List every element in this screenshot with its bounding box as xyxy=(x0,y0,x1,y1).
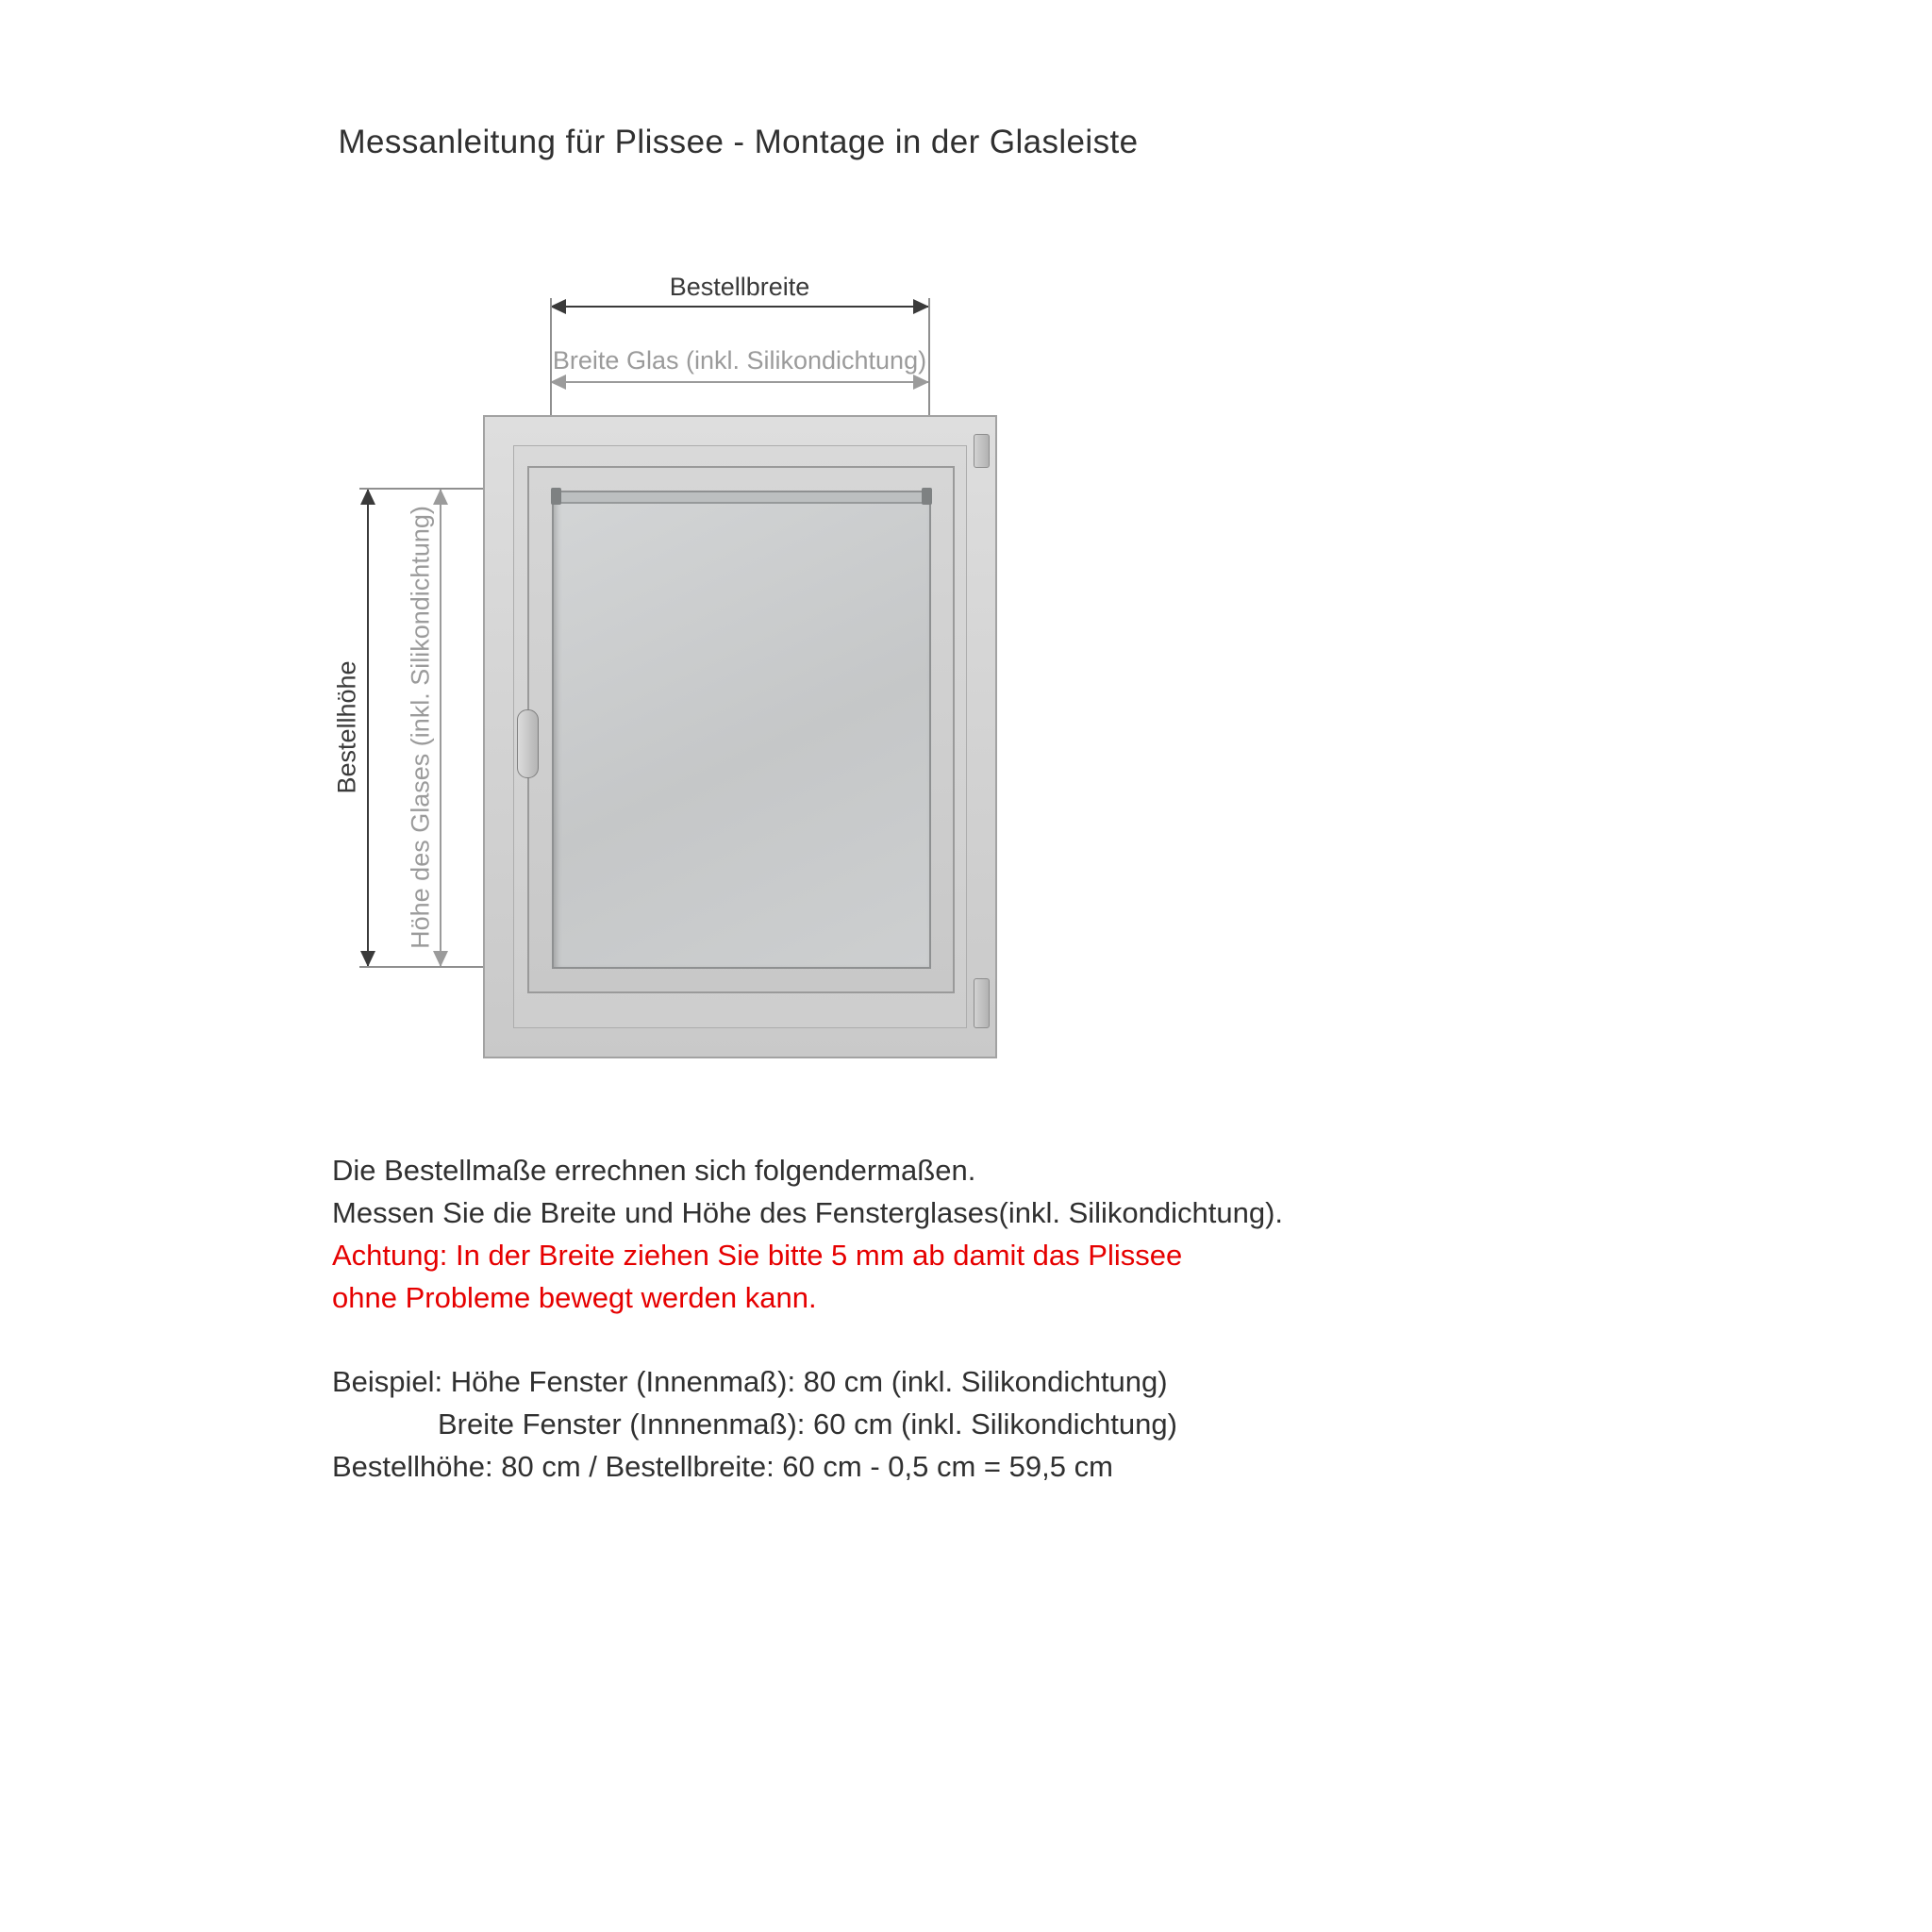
warning-line: ohne Probleme bewegt werden kann. xyxy=(332,1281,817,1314)
rail-end-cap-right xyxy=(922,488,932,505)
example-block xyxy=(332,1360,1177,1488)
window-glass xyxy=(552,491,931,969)
glass-height-label: Höhe des Glases (inkl. Silikondichtung) xyxy=(406,506,435,949)
glass-width-arrow xyxy=(550,381,929,383)
example-line: Beispiel: Höhe Fenster (Innenmaß): 80 cm (inkl. Silikondichtung) xyxy=(332,1365,1168,1398)
instructions-block xyxy=(332,1149,1283,1319)
order-height-arrow xyxy=(367,489,369,967)
plissee-top-rail xyxy=(554,492,929,504)
hinge-top-icon xyxy=(974,434,990,468)
order-width-arrow xyxy=(550,306,929,308)
order-height-label: Bestellhöhe xyxy=(332,660,361,794)
order-width-label: Bestellbreite xyxy=(669,273,810,301)
warning-line: Achtung: In der Breite ziehen Sie bitte 5 mm ab damit das Plissee xyxy=(332,1239,1183,1272)
instruction-line: Messen Sie die Breite und Höhe des Fensterglases(inkl. Silikondichtung). xyxy=(332,1196,1284,1229)
glass-width-label: Breite Glas (inkl. Silikondichtung) xyxy=(552,346,927,375)
example-line: Bestellhöhe: 80 cm / Bestellbreite: 60 cm - 0,5 cm = 59,5 cm xyxy=(332,1450,1113,1483)
hinge-bottom-icon xyxy=(974,978,990,1028)
glass-height-arrow xyxy=(440,489,441,967)
example-line: Breite Fenster (Innnenmaß): 60 cm (inkl. Silikondichtung) xyxy=(438,1407,1177,1441)
rail-end-cap-left xyxy=(551,488,561,505)
instruction-line: Die Bestellmaße errechnen sich folgendermaßen. xyxy=(332,1154,976,1187)
window-handle xyxy=(517,709,539,778)
window-illustration xyxy=(483,415,997,1058)
page-title: Messanleitung für Plissee - Montage in der Glasleiste xyxy=(338,124,1139,160)
